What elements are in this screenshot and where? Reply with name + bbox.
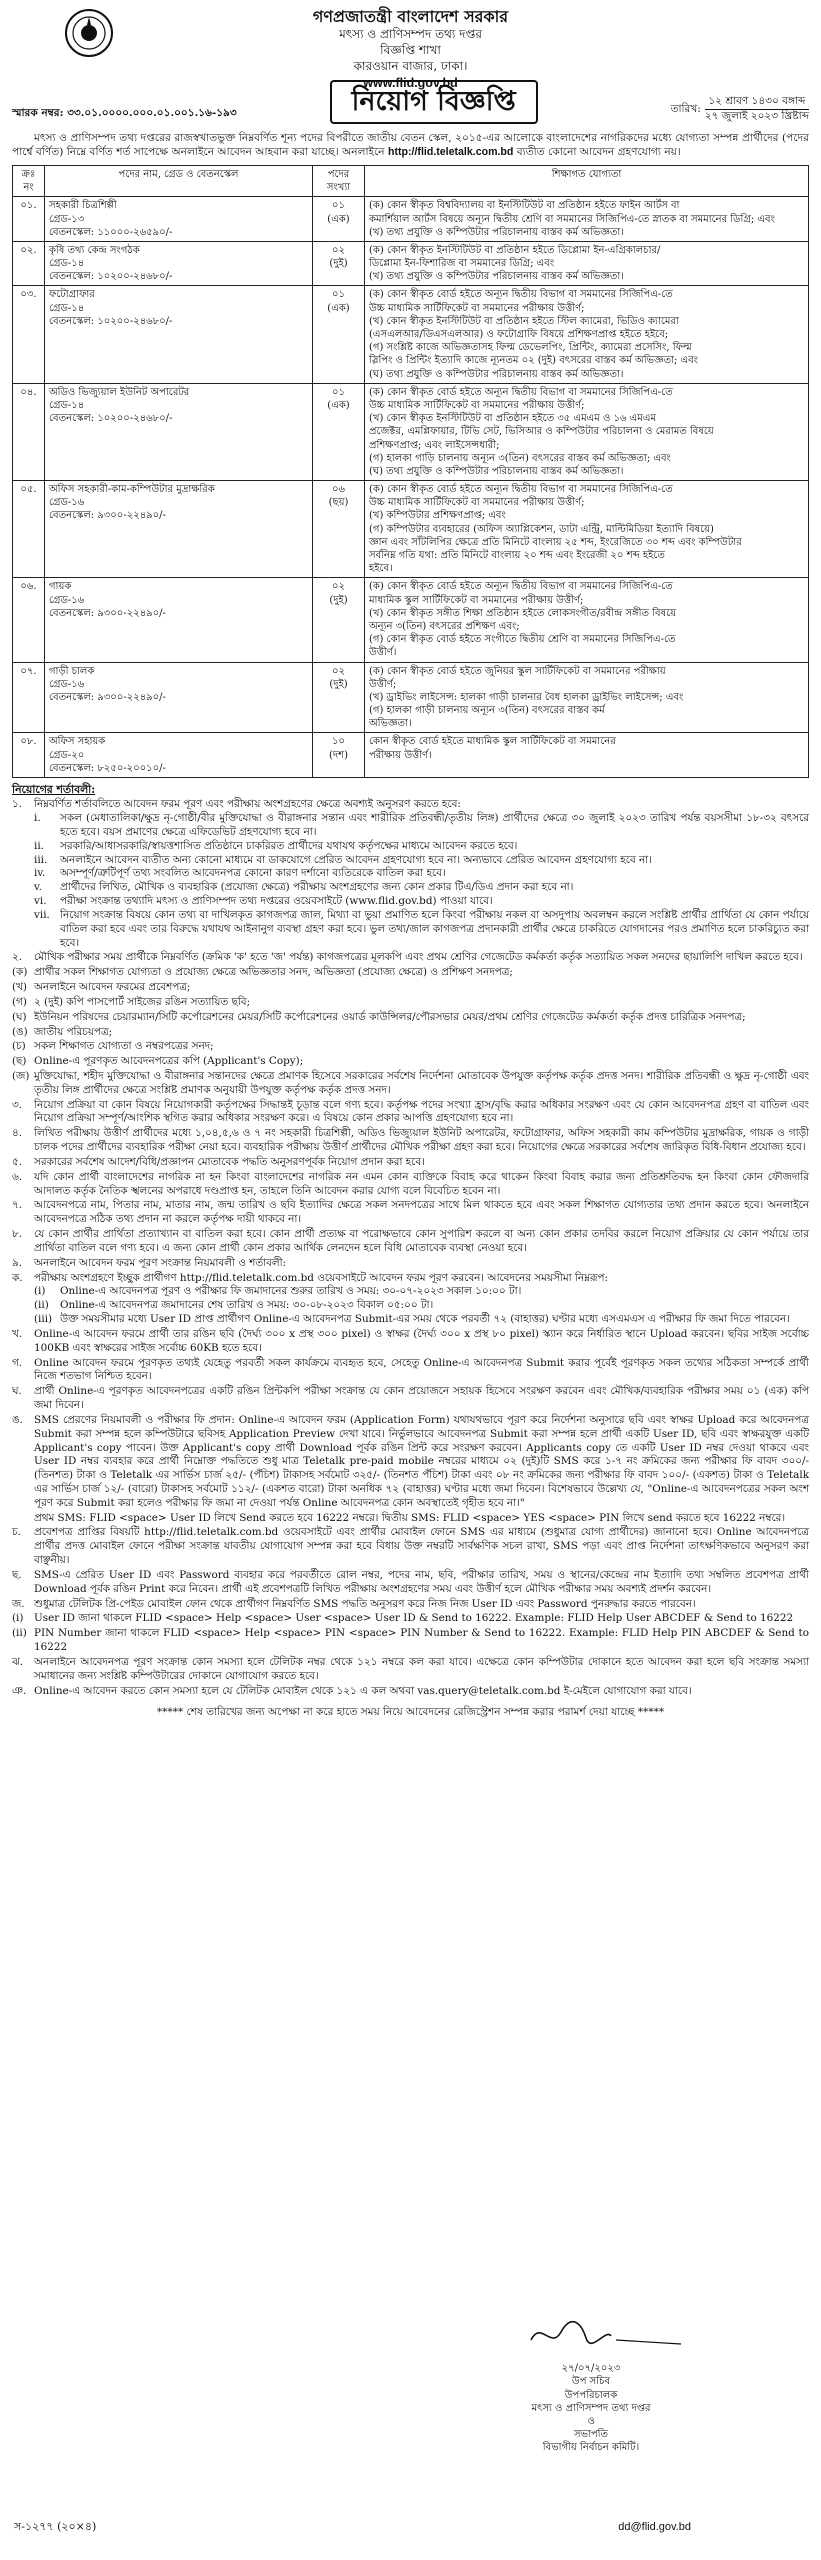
rule-item [34,881,809,895]
date-english: ২৭ জুলাই ২০২৩ খ্রিষ্টাব্দ [704,110,809,123]
rule-item [12,1055,809,1069]
row-post [45,383,313,480]
address: কারওয়ান বাজার, ঢাকা। [353,58,468,73]
closing-note: ***** শেষ তারিখের জন্য অপেক্ষা না করে হাতে সময় নিয়ে আবেদনের রেজিস্ট্রেশন সম্পন্ন করার পরামর্শ দেয়া যাচ্ছে ***** [156,1706,665,1719]
intro-text: মৎস্য ও প্রাণিসম্পদ তথ্য দপ্তরের রাজস্বখাতভুক্ত নিম্নবর্ণিত শূন্য পদের বিপরীতে জাতীয় বেতন স্কেল, ২০১৫-এর আলোকে বাংলাদেশের নাগরিকদের মধ্যে যোগ্যতা সম্পন্ন প্রার্থীদের (পদের পার্শ্বে বর্ণিত) নিম্নে বর্ণিত শর্ত সাপেক্ষে অনলাইনে আবেদন আহবান করা যাচ্ছে। অনলাইনে [12,132,809,158]
rule-item [12,966,809,980]
post-line: বেতনস্কেল: ১১০০০-২৬৫৯০/- [49,226,173,238]
rule-item [34,1285,809,1299]
qualification-line: (খ) কোন স্বীকৃত ইনস্টিটিউট বা প্রতিষ্ঠান হইতে স্টিল ক্যামেরা, ভিডিও ক্যামেরা [369,315,679,327]
signatory-committee: বিভাগীয় নির্বাচন কমিটি। [542,2442,640,2454]
rule-text: অনলাইনে আবেদন ব্যতীত অন্য কোনো মাধ্যমে বা ডাকযোগে প্রেরিত আবেদন গ্রহণযোগ্য হবে না। অন্যভাবে প্রেরিত আবেদন গ্রহণযোগ্য হবে না। [60,853,652,866]
rule-number: ১. [12,798,23,811]
rule-text: Online-এ আবেদন ফরমে প্রার্থী তার রঙিন ছবি (দৈর্ঘ্য ৩০০ x প্রস্থ ৩০০ pixel) ও স্বাক্ষর (দৈর্ঘ্য ৩০০ x প্রস্থ ৮০ pixel) স্ক্যান করে নির্ধারিত স্থানে Upload করবেন। ছবির সাইজ সর্বোচ্চ 100KB এবং স্বাক্ষরের সাইজ সর্বোচ্চ 60KB হতে হবে। [34,1327,809,1354]
table-row [13,241,809,286]
table-row [13,481,809,578]
post-line: গ্রেড-১৪ [49,399,85,411]
post-line: গ্রেড-১৪ [49,258,85,270]
rule-text: জাতীয় পরিচয়পত্র; [34,1025,113,1038]
rules-heading: নিয়োগের শর্তাবলী: [12,783,96,796]
rule-text: SMS প্রেরণের নিয়মাবলী ও পরীক্ষার ফি প্রদান: Online-এ আবেদন ফরম (Application Form) যথাযথভাবে পূরণ করে নির্দেশনা অনুসারে ছবি এবং স্বাক্ষর Upload করে আবেদনপত্র Submit করা সম্পন্ন হলে কম্পিউটারে ছবিসহ Application Preview দেখা যাবে। নির্ভুলভাবে আবেদনপত্র Submit করা সম্পন্ন হলে প্রার্থী একটি User ID, ছবি এবং স্বাক্ষরযুক্ত একটি Applicant's copy পাবেন। উক্ত Applicant's copy প্রার্থী Download পূর্বক রঙিন প্রিন্ট করে সংরক্ষণ করবেন। Applicants copy তে একটি User ID নম্বর দেওয়া থাকবে এবং User ID নম্বর ব্যবহার করে প্রার্থী নিম্নোক্ত পদ্ধতিতে শুধু মাত্র Teletalk pre-paid mobile নম্বরের মাধ্যমে ০২ (দুই)টি SMS করে ১-৭ নং ক্রমিকের জন্য পরীক্ষার ফি বাবদ ৩০০/- (তিনশত) টাকা ও Teletalk এর সার্ভিস চার্জ ২৫/- (পঁচিশ) টাকাসহ সর্বমোট ৩২৫/- (তিনশত পঁচিশ) টাকা এবং ০৮ নং ক্রমিকের জন্য পরীক্ষার ফি বাবদ ১০০/- (একশত) টাকা ও Teletalk এর সার্ভিস চার্জ ১২/- (বারো) টাকাসহ সর্বমোট ১১২/- (একশত বারো) টাকা অনধিক ৭২ (বাহাত্তর) ঘণ্টার মধ্যে জমা দিবেন। বিশেষভাবে উল্লেখ্য যে, "Online-এ আবেদনপত্রের সকল অংশ পূরণ করে Submit করা হলেও পরীক্ষার ফি জমা না দেওয়া পর্যন্ত Online আবেদনপত্র কোন অবস্থাতেই গৃহীত হবে না।" [34,1413,809,1509]
website[interactable]: www.flid.gov.bd [363,75,458,90]
rule-number: v. [34,881,42,894]
rule-item [34,909,809,950]
section-name: বিজ্ঞপ্তি শাখা [380,42,441,57]
rule-number: ৮. [12,1228,23,1241]
table-header-row [13,165,809,196]
rule-number: vi. [34,895,47,908]
rule-item [12,1156,809,1170]
row-qualification [365,733,809,778]
col-header-serial: ক্রঃ নং [13,165,45,196]
count-line: (দশ) [329,749,348,761]
row-count [313,578,365,662]
post-line: অফিস সহায়ক [49,736,106,748]
rule-item [12,1026,809,1040]
signature-date: ২৭/০৭/২০২৩ [561,2363,621,2375]
memo-number: স্মারক নম্বর: ৩৩.০১.০০০০.০০০.০১.০০১.১৬-১৯৩ [12,107,237,120]
signatory-title-2: উপপরিচালক [564,2389,618,2401]
rule-text: সকল শিক্ষাগত যোগ্যতা ও নম্বরপত্রের সনদ; [34,1040,214,1053]
rule-text: উক্ত সময়সীমার মধ্যে User ID প্রাপ্ত প্রার্থীগণ Online-এ আবেদনপত্র Submit-এর সময় থেকে পরবর্তী ৭২ (বাহাত্তর) ঘণ্টার মধ্যে এসএমএস এ পরীক্ষার ফি জমা দিতে পারবেন। [60,1313,790,1326]
table-row [13,197,809,242]
signature-block [481,2310,701,2455]
rule-item [12,1011,809,1025]
row-post [45,578,313,662]
qualification-line: প্রশিক্ষণপ্রাপ্ত; এবং লাইসেন্সধারী; [369,439,500,451]
row-serial: ০৪. [13,383,45,480]
rule-text: Online আবেদন ফরমে পূরণকৃত তথ্যই যেহেতু পরবর্তী সকল কার্যক্রমে ব্যবহৃত হবে, সেহেতু Online-এ আবেদনপত্র Submit করার পূর্বেই পূরণকৃত সকল তথ্যের সঠিকতা সম্পর্কে প্রার্থী নিজে শতভাগ নিশ্চিত হবেন। [34,1356,809,1383]
post-line: সহকারী চিত্রশিল্পী [49,200,117,212]
post-line: গায়ক [49,581,72,593]
row-serial: ০৮. [13,733,45,778]
table-row [13,578,809,662]
rule-number: ঝ. [12,1655,24,1668]
row-count [313,733,365,778]
rule-number: ৯. [12,1256,23,1269]
rule-item [12,1526,809,1567]
post-line: গ্রেড-২০ [49,749,85,761]
rule-text: প্রার্থী Online-এ পূরণকৃত আবেদনপত্রের একটি রঙিন প্রিন্টকপি পরীক্ষা সংক্রান্ত যে কোন প্রয়োজনে সহায়ক হিসেবে সংরক্ষণ করবেন এবং মৌখিক/ব্যবহারিক পরীক্ষার সময় ০১ (এক) কপি জমা দিবেন। [34,1385,809,1412]
rule-number: (চ) [12,1040,26,1053]
rule-number: জ. [12,1597,25,1610]
rule-text: পরীক্ষায় অংশগ্রহণে ইচ্ছুক প্রার্থীগণ http://flid.teletalk.com.bd ওয়েবসাইটে আবেদন ফরম পূরণ করবেন। আবেদনের সময়সীমা নিম্নরূপ: [34,1271,608,1284]
rule-item [12,996,809,1010]
row-qualification [365,241,809,286]
qualification-line: (খ) ড্রাইভিং লাইসেন্স: হালকা গাড়ী চালনার বৈধ হালকা ড্রাইভিং লাইসেন্স; এবং [369,691,684,703]
rule-number: (i) [12,1612,24,1625]
qualification-line: স্লিপিং ও প্রিন্টিং ইত্যাদি কাজে ন্যূনতম ০২ (দুই) বৎসরের বাস্তব কর্ম অভিজ্ঞতা; এবং [369,355,699,367]
row-serial: ০২. [13,241,45,286]
qualification-line: (গ) সংশ্লিষ্ট কাজে অভিজ্ঞতাসহ ফিল্ম ডেভেলপিং, প্রিন্টিং, ক্যামেরা প্রসেসিং, ফিল্ম [369,342,692,354]
row-qualification [365,197,809,242]
count-line: (এক) [327,302,350,314]
post-line: বেতনস্কেল: ১০২০০-২৪৬৮০/- [49,271,173,283]
post-line: বেতনস্কেল: ১০২০০-২৪৬৮০/- [49,413,173,425]
rule-text: মৌখিক পরীক্ষার সময় প্রার্থীকে নিম্নবর্ণিত (ক্রমিক 'ক' হতে 'জ' পর্যন্ত) কাগজপত্রের মূলকপি এবং প্রথম শ্রেণির গেজেটেড কর্মকর্তা কর্তৃক সত্যায়িত সকল সনদের ছায়ালিপি দাখিল করতে হবে। [34,951,803,964]
post-line: বেতনস্কেল: ৯৩০০-২২৪৯০/- [49,510,166,522]
count-line: (দুই) [329,594,348,606]
qualification-line: উচ্চ মাধ্যমিক সার্টিফিকেট বা সমমানের পরীক্ষায় উত্তীর্ণ; [369,497,585,509]
qualification-line: (খ) তথ্য প্রযুক্তি ও কম্পিউটার পরিচালনায় বাস্তব কর্ম অভিজ্ঞতা। [369,226,624,238]
qualification-line: উত্তীর্ণ। [369,647,397,659]
rule-item [12,1385,809,1413]
row-qualification [365,662,809,733]
count-line: (দুই) [329,678,348,690]
row-serial: ০৩. [13,286,45,383]
row-serial: ০৫. [13,481,45,578]
count-line: ০১ [332,386,345,398]
rule-text: অসম্পূর্ণ/ত্রুটিপূর্ণ তথ্য সংবলিত আবেদনপত্র কোনো কারণ দর্শানো ব্যতিরেকে বাতিল করা হবে। [60,867,446,880]
qualification-line: (গ) হালকা গাড়ি চালনায় অন্যূন ৩(তিন) বৎসরের বাস্তব কর্ম অভিজ্ঞতা; এবং [369,452,671,464]
post-line: অডিও ভিজ্যুয়াল ইউনিট অপারেটর [49,386,190,398]
rule-text: প্রার্থীর সকল শিক্ষাগত যোগ্যতা ও প্রযোজ্য ক্ষেত্রে অভিজ্ঞতার সনদ, অভিজ্ঞতা (প্রযোজ্য ক্ষেত্রে) ও প্রশিক্ষণ সনদপত্র; [34,966,513,979]
qualification-line: উচ্চ মাধ্যমিক সার্টিফিকেট বা সমমানের পরীক্ষায় উত্তীর্ণ; [369,302,585,314]
table-row [13,383,809,480]
rule-item [12,1612,809,1626]
count-line: ০৬ [331,484,345,496]
row-count [313,481,365,578]
rule-number: (i) [34,1285,46,1298]
post-line: গ্রেড-১৬ [49,497,85,509]
row-count [313,197,365,242]
qualification-line: মাধ্যমিক স্কুল সার্টিফিকেট বা সমমানের পরীক্ষায় উত্তীর্ণ; [369,594,584,606]
rule-text: শুধুমাত্র টেলিটক প্রি-পেইড মোবাইল ফোন থেকে প্রার্থীগণ নিম্নবর্ণিত SMS পদ্ধতি অনুসরণ করে নিজ নিজ User ID এবং Password পুনরুদ্ধার করতে পারবেন। [34,1597,696,1610]
count-line: (এক) [327,213,350,225]
qualification-line: (গ) হালকা গাড়ী চালনায় অন্যূন ৩(তিন) বৎসরের বাস্তব কর্ম [369,705,605,717]
rule-text: অনলাইনে আবেদনপত্র পূরণ সংক্রান্ত কোন সমস্যা হলে টেলিটক নম্বর থেকে ১২১ নম্বরে কল করা যাবে। এক্ষেত্রে কোন কম্পিউটার দোকানে হতে আবেদন করা হলে ছবি সংক্রান্ত সমস্যা সমাধানের জন্য সংশ্লিষ্ট কম্পিউটারের দোকানে যোগাযোগ করতে হবে। [34,1655,809,1682]
rule-item [34,840,809,854]
qualification-line: (ক) কোন স্বীকৃত বোর্ড হইতে অন্যূন দ্বিতীয় বিভাগ বা সমমানের সিজিপিএ-তে [369,484,673,496]
rule-item [12,1070,809,1098]
qualification-line: (ক) কোন স্বীকৃত বোর্ড হইতে অন্যূন দ্বিতীয় বিভাগ বা সমমানের সিজিপিএ-তে [369,581,673,593]
header [12,6,809,90]
rule-number: vii. [34,908,50,921]
qualification-line: (খ) কোন স্বীকৃত সঙ্গীত শিক্ষা প্রতিষ্ঠান হইতে লোকসংগীত/রবীন্দ্র সঙ্গীত বিষয়ে [369,607,676,619]
rules-list [12,798,809,1698]
rule-text: সরকারি/আধাসরকারি/স্বায়ত্তশাসিত প্রতিষ্ঠানে চাকরিরত প্রার্থীদের যথাযথ কর্তৃপক্ষের মাধ্যমে আবেদন করতে হবে। [60,839,518,852]
date-label: তারিখ: [670,102,701,115]
qualification-line: অভিজ্ঞতা। [369,718,412,730]
rule-number: ii. [34,839,44,852]
rule-item [12,1569,809,1597]
rule-number: i. [34,812,41,825]
rule-text: নিয়োগ প্রক্রিয়া বা কোন বিষয়ে নিয়োগকারী কর্তৃপক্ষের সিদ্ধান্তই চূড়ান্ত বলে গণ্য হবে। কর্তৃপক্ষ পদের সংখ্যা হ্রাস/বৃদ্ধি করার অধিকার সংরক্ষণ এবং যে কোন আবেদনপত্র গ্রহণ বা বাতিল এবং নিয়োগ প্রক্রিয়া সম্পূর্ণ/আংশিক স্থগিত করার অধিকার সংরক্ষণ করে। এ বিষয়ে কোন প্রকার আপত্তি গ্রহণযোগ্য হবে না। [34,1098,809,1125]
row-count [313,241,365,286]
qualification-line: ডিপ্লোমা ইন-ফিশারিজ বা সমমানের ডিগ্রি; এবং [369,258,555,270]
post-line: বেতনস্কেল: ১০২০০-২৪৬৮০/- [49,315,173,327]
rule-number: ৬. [12,1170,23,1183]
rule-text: নিম্নবর্ণিত শর্তাবলিতে আবেদন ফরম পূরণ এবং পরীক্ষায় অংশগ্রহণের ক্ষেত্রে অবশ্যই অনুসরণ করতে হবে: [34,798,461,811]
row-post [45,733,313,778]
count-line: (এক) [327,399,350,411]
col-header-count: পদের সংখ্যা [313,165,365,196]
qualification-line: (খ) কোন স্বীকৃত ইনস্টিটিউট বা প্রতিষ্ঠান হইতে ৩৫ এমএম ও ১৬ এমএম [369,413,656,425]
qualification-line: কমার্শিয়াল আর্টস বিষয়ে অন্যূন দ্বিতীয় শ্রেণি বা সমমানের সিজিপিএ-তে স্নাতক বা সমমানের ডিগ্রি; এবং [369,213,775,225]
rule-text: মুক্তিযোদ্ধা, শহীদ মুক্তিযোদ্ধা ও বীরাঙ্গনার সন্তানদের ক্ষেত্রে প্রমাণক হিসেবে সরকারের সর্বশেষ নির্দেশনা মোতাবেক উপযুক্ত কর্তৃপক্ষ কর্তৃক প্রদত্ত সনদ। শারীরিক প্রতিবন্ধী ও ক্ষুদ্র নৃ-গোষ্ঠী এবং তৃতীয় লিঙ্গ প্রার্থীদের ক্ষেত্রে সংশ্লিষ্ট প্রমাণক অনুযায়ী উপযুক্ত কর্তৃপক্ষ কর্তৃক প্রদত্ত সনদ। [34,1069,809,1096]
rule-text: Online-এ আবেদনপত্র জমাদানের শেষ তারিখ ও সময়: ৩০-০৮-২০২৩ বিকাল ০৫:০০ টা। [60,1299,434,1312]
rule-item [12,1099,809,1127]
post-line: গ্রেড-১৬ [49,594,85,606]
qualification-line: প্রজেক্টর, এমপ্লিফায়ার, টিভি সেট, ভিসিআর ও কম্পিউটার পরিচালনা ও মেরামত বিষয়ে [369,426,714,438]
rule-text: Online-এ আবেদন করতে কোন সমস্যা হলে যে টেলিটক মোবাইল থেকে ১২১ এ কল অথবা vas.query@teletalk.com.bd ই-মেইলে যোগাযোগ করা যাবে। [34,1684,692,1697]
rule-text: Online-এ পূরণকৃত আবেদনপত্রের কপি (Applicant's Copy); [34,1055,304,1068]
rule-number: (জ) [12,1069,30,1082]
rule-number: iii. [34,853,48,866]
signatory-conj: ও [587,2415,595,2427]
count-line: ০১ [332,289,345,301]
rule-number: ঞ. [12,1684,27,1697]
qualification-line: উত্তীর্ণ; [369,678,397,690]
rule-item [12,951,809,965]
count-line: (দুই) [329,258,348,270]
rule-text: পরীক্ষা সংক্রান্ত তথ্যাদি মৎস্য ও প্রাণিসম্পদ তথ্য দপ্তরের ওয়েবসাইটে (www.flid.gov.bd) পাওয়া যাবে। [60,895,493,908]
government-seal-logo [64,8,114,58]
row-count [313,286,365,383]
qualification-line: (খ) কম্পিউটার প্রশিক্ষণপ্রাপ্ত; এবং [369,510,506,522]
qualification-line: (ক) কোন স্বীকৃত বোর্ড হইতে অন্যূন দ্বিতীয় বিভাগ বা সমমানের সিজিপিএ-তে [369,289,673,301]
count-line: ১০ [332,736,345,748]
count-line: ০২ [331,665,345,677]
post-line: গ্রেড-১৪ [49,302,85,314]
row-qualification [365,286,809,383]
qualification-line: (ক) কোন স্বীকৃত বোর্ড হইতে জুনিয়র স্কুল সার্টিফিকেট বা সমমানের পরীক্ষায় [369,665,666,677]
rule-item [34,854,809,868]
rule-number: (ii) [12,1627,27,1640]
rule-number: ক. [12,1271,23,1284]
rule-text: যদি কোন প্রার্থী বাংলাদেশের নাগরিক না হন কিংবা বাংলাদেশের নাগরিক নন এমন কোন ব্যক্তিকে বিবাহ করে থাকেন কিংবা বিবাহ করার জন্য প্রতিশ্রুতিবদ্ধ হন কিংবা কোন ফৌজদারি আদালত কর্তৃক নৈতিক স্খলনের অপরাধে দণ্ডপ্রাপ্ত হন, তাহলে তিনি আবেদন করার যোগ্য বলে বিবেচিত হবেন না। [34,1170,809,1197]
rule-item [34,895,809,909]
row-post [45,241,313,286]
rule-item [12,1272,809,1286]
rule-text: প্রবেশপত্র প্রাপ্তির বিষয়টি http://flid.teletalk.com.bd ওয়েবসাইটে এবং প্রার্থীর মোবাইল ফোনে SMS এর মাধ্যমে (শুধুমাত্র যোগ্য প্রার্থীদের) জানানো হবে। Online আবেদনপত্রে প্রার্থীর প্রদত্ত মোবাইল ফোনে পরীক্ষা সংক্রান্ত যাবতীয় যোগাযোগ সম্পন্ন করা হবে বিধায় উক্ত নম্বরটি সার্বক্ষণিক সচল রাখা, SMS পড়া এবং প্রাপ্ত নির্দেশনা তাৎক্ষণিকভাবে অনুসরণ করা বাঞ্ছনীয়। [34,1526,809,1567]
rule-item [12,1257,809,1271]
post-line: অফিস সহকারী-কাম-কম্পিউটার মুদ্রাক্ষরিক [49,484,215,496]
signatory-title-1: উপ সচিব [571,2376,611,2388]
rule-number: গ. [12,1356,23,1369]
footer-code: স-১২৭৭ (২০×৪) [14,2520,97,2533]
post-line: গ্রেড-১৬ [49,678,85,690]
rule-number: (iii) [34,1313,53,1326]
date-bangla: ১২ শ্রাবণ ১৪৩০ বঙ্গাব্দ [705,95,809,110]
row-serial: ০৭. [13,662,45,733]
rule-item [12,798,809,812]
rule-number: (ঘ) [12,1010,27,1023]
posts-table [12,165,809,778]
rule-number: ৭. [12,1199,23,1212]
row-post [45,197,313,242]
rule-text: User ID জানা থাকলে FLID <space> Help <space> User <space> User ID & Send to 16222. Example: FLID Help User ABCDEF & Send to 16222 [34,1612,794,1625]
qualification-line: (ক) কোন স্বীকৃত ইনস্টিটিউট বা প্রতিষ্ঠান হইতে ডিপ্লোমা ইন-এগ্রিকালচার/ [369,244,661,256]
qualification-line: পরীক্ষায় উত্তীর্ণ। [369,749,432,761]
rule-text: SMS-এ প্রেরিত User ID এবং Password ব্যবহার করে পরবর্তীতে রোল নম্বর, পদের নাম, ছবি, পরীক্ষার তারিখ, সময় ও স্থানের/কেন্দ্রের নাম ইত্যাদি তথ্য সম্বলিত প্রবেশপত্র প্রার্থী Download পূর্বক রঙিন Print করে নিবেন। প্রার্থী এই প্রবেশপত্রটি লিখিত পরীক্ষায় অংশগ্রহণের সময় এবং উত্তীর্ণ হলে মৌখিক পরীক্ষার সময় অবশ্যই প্রদর্শন করবেন। [34,1568,809,1595]
rule-item [12,1228,809,1256]
rule-text: আবেদনপত্রে নাম, পিতার নাম, মাতার নাম, জন্ম তারিখ ও ছবি ইত্যাদির ক্ষেত্রে সকল সনদপত্রের সাথে মিল থাকতে হবে এবং সকল শিক্ষাগত যোগ্যতার তথ্য প্রদান করতে হবে। অনলাইনে আবেদনপত্রে সঠিক তথ্য প্রদান না করলে কর্তৃপক্ষ দায়ী থাকবে না। [34,1199,809,1226]
rule-number: (ঙ) [12,1025,28,1038]
page-title: নিয়োগ বিজ্ঞপ্তি [330,80,538,124]
row-qualification [365,578,809,662]
department-name: মৎস্য ও প্রাণিসম্পদ তথ্য দপ্তর [339,27,482,42]
rule-item [34,1313,809,1327]
rule-text: ২ (দুই) কপি পাসপোর্ট সাইজের রঙিন সত্যায়িত ছবি; [34,995,251,1008]
footer-email[interactable]: dd@flid.gov.bd [618,2521,691,2533]
rule-number: (ii) [34,1299,49,1312]
qualification-line: হইবে। [369,563,393,575]
rule-number: ২. [12,951,23,964]
rule-text: সকল (মেধাতালিকা/ক্ষুদ্র নৃ-গোষ্ঠী/বীর মুক্তিযোদ্ধা ও বীরাঙ্গনার সন্তান এবং শারীরিক প্রতিবন্ধী/তৃতীয় লিঙ্গ) প্রার্থীদের ক্ষেত্রে ৩০ জুলাই ২০২৩ তারিখ পর্যন্ত বয়সসীমা ১৮-৩২ বৎসরে হতে হবে। বয়স প্রমাণের ক্ষেত্রে এফিডেভিট গ্রহণযোগ্য হবে না। [60,812,809,838]
col-header-qualification: শিক্ষাগত যোগ্যতা [365,165,809,196]
rule-text: সরকারের সর্বশেষ আদেশ/বিধি/প্রজ্ঞাপন মোতাবেক পদ্ধতি অনুসরণপূর্বক নিয়োগ প্রদান করা হবে। [34,1155,425,1168]
rule-text: PIN Number জানা থাকলে FLID <space> Help <space> PIN <space> PIN Number & Send to 16222. Example: FLID Help PIN ABCDEF & Send to 16222 [34,1627,809,1654]
rule-number: iv. [34,867,46,880]
post-line: বেতনস্কেল: ৯৩০০-২২৪৯০/- [49,691,166,703]
qualification-line: (গ) কোন স্বীকৃত বোর্ড হইতে সংগীতে দ্বিতীয় শ্রেণি বা সমমানের সিজিপিএ-তে [369,634,676,646]
count-line: ০২ [331,581,345,593]
rule-item [12,1357,809,1385]
post-line: বেতনস্কেল: ৮২৫০-২০০১০/- [49,762,166,774]
intro-tail: ব্যতীত কোনো আবেদন গ্রহণযোগ্য নয়। [516,145,681,158]
qualification-line: (খ) তথ্য প্রযুক্তি ও কম্পিউটার পরিচালনায় বাস্তব কর্ম অভিজ্ঞতা। [369,271,624,283]
qualification-line: (ক) কোন স্বীকৃত বিশ্ববিদ্যালয় বা ইনস্টিটিউট বা প্রতিষ্ঠান হইতে ফাইন আর্টস বা [369,200,680,212]
qualification-line: সর্বনিম্ন গতি যথা: প্রতি মিনিটে বাংলায় ২০ শব্দ এবং ইংরেজী ২০ শব্দ হইতে [369,550,665,561]
rule-text: যে কোন প্রার্থীর প্রার্থিতা প্রত্যাখ্যান বা বাতিল করা হবে। কোন প্রার্থী প্রত্যক্ষ বা পরোক্ষভাবে কোন সুপারিশ করলে বা অন্য কোন প্রকার তদবির করলে নিয়োগ প্রক্রিয়ার যে কোন পর্যায়ে তার প্রার্থিতা বাতিল বলে গণ্য হবে। এ জন্য কোন প্রার্থী কোন প্রকার আর্থিক লেনদেন হলে বিধি মোতাবেক ব্যবস্থা নেওয়া হবে। [34,1228,809,1254]
row-serial: ০৬. [13,578,45,662]
row-count [313,383,365,480]
rule-text: লিখিত পরীক্ষায় উত্তীর্ণ প্রার্থীদের মধ্যে ১,০৪,৫,৬ ও ৭ নং সহকারী চিত্রশিল্পী, অডিও ভিজ্যুয়াল ইউনিট অপারেটর, ফটোগ্রাফার, অফিস সহকারী কাম কম্পিউটার মুদ্রাক্ষরিক, গায়ক ও গাড়ী চালক পদের প্রার্থীদের ব্যবহারিক পরীক্ষা নেয়া হবে। ব্যবহারিক পরীক্ষায় উত্তীর্ণ প্রার্থীদের মৌখিক পরীক্ষা গ্রহণ করা হবে। নিয়োগের ক্ষেত্রে সরকারের সর্বশেষ জারিকৃত বিধি-বিধান প্রযোজ্য হবে। [34,1127,809,1154]
row-qualification [365,481,809,578]
qualification-line: উচ্চ মাধ্যমিক সার্টিফিকেট বা সমমানের পরীক্ষায় উত্তীর্ণ; [369,399,585,411]
row-post [45,662,313,733]
signatory-office: মৎস্য ও প্রাণিসম্পদ তথ্য দপ্তর [531,2402,651,2414]
rule-number: ৫. [12,1155,23,1168]
rule-item [12,1199,809,1227]
rule-number: (ছ) [12,1055,27,1068]
rule-text: প্রার্থীদের লিখিত, মৌখিক ও ব্যবহারিক (প্রযোজ্য ক্ষেত্রে) পরীক্ষায় অংশগ্রহণের জন্য কোন প্রকার টিএ/ডিএ প্রদান করা হবে না। [60,881,574,894]
rule-number: (খ) [12,981,27,994]
rule-text: অনলাইনে আবেদন ফরম পূরণ সংক্রান্ত নিয়মাবলী ও শর্তাবলী: [34,1256,287,1269]
count-line: ০১ [332,200,345,212]
rule-item [12,1598,809,1612]
row-post [45,481,313,578]
qualification-line: (গ) কম্পিউটার ব্যবহারের (অফিস অ্যাপ্লিকেশন, ডাটা এন্ট্রি, মাল্টিমিডিয়া ইত্যাদি বিষয়ে) [369,523,714,535]
post-line: বেতনস্কেল: ৯৩০০-২২৪৯০/- [49,607,166,619]
qualification-line: (ঘ) তথ্য প্রযুক্তি ও কম্পিউটার পরিচালনায় বাস্তব কর্ম অভিজ্ঞতা। [369,368,624,380]
count-line: ০২ [331,244,345,256]
rule-item [34,867,809,881]
rule-number: ৩. [12,1098,23,1111]
rule-item [34,812,809,840]
rule-text: ইউনিয়ন পরিষদের চেয়ারম্যান/সিটি কর্পোরেশনের মেয়র/সিটি কর্পোরেশনের ওয়ার্ড কাউন্সিলর/পৌরসভার মেয়র/প্রথম শ্রেণির গেজেটেড কর্মকর্তা কর্তৃক প্রদত্ত চারিত্রিক সনদপত্র; [34,1010,746,1023]
table-row [13,286,809,383]
row-qualification [365,383,809,480]
handwritten-signature [491,2310,691,2358]
rule-number: ঙ. [12,1413,23,1426]
count-line: (ছয়) [328,497,349,509]
col-header-post: পদের নাম, গ্রেড ও বেতনস্কেল [45,165,313,196]
intro-paragraph [12,132,809,160]
rule-item [12,1127,809,1155]
rule-number: ৪. [12,1127,23,1140]
rule-text: নিয়োগ সংক্রান্ত বিষয়ে কোন তথ্য বা দাখিলকৃত কাগজপত্র জাল, মিথ্যা বা ভুয়া প্রমাণিত হলে কিংবা পরীক্ষায় নকল বা অসদুপায় অবলম্বন করলে সংশ্লিষ্ট প্রার্থীর প্রার্থিতা যে কোন পর্যায়ে বাতিল করা হবে এবং তার বিরুদ্ধে যথাযথ আইনানুগ ব্যবস্থা গ্রহণ করা হবে। ভুল তথ্য/জাল কাগজপত্র প্রদানকারী প্রার্থীর ক্ষেত্রে চাকরিতে যোগদানের পরও প্রমাণিত হলে চাকরিচ্যুত করা হবে। [60,908,809,949]
rule-item [12,1328,809,1356]
qualification-line: (ক) কোন স্বীকৃত বোর্ড হইতে অন্যূন দ্বিতীয় বিভাগ বা সমমানের সিজিপিএ-তে [369,386,673,398]
apply-url[interactable]: http://flid.teletalk.com.bd [388,145,514,158]
rule-item [34,1299,809,1313]
rule-number: ঘ. [12,1385,22,1398]
qualification-line: (ঘ) তথ্য প্রযুক্তি ও কম্পিউটার পরিচালনায় বাস্তব কর্ম অভিজ্ঞতা। [369,465,624,477]
rule-text: প্রথম SMS: FLID <space> User ID লিখে Send করতে হবে 16222 নম্বরে। দ্বিতীয় SMS: FLID <space> YES <space> PIN লিখে send করতে হবে 16222 নম্বরে। [34,1511,786,1524]
row-serial: ০১. [13,197,45,242]
rule-item [12,1685,809,1699]
rule-item [12,1414,809,1511]
govt-name: গণপ্রজাতন্ত্রী বাংলাদেশ সরকার [312,7,509,26]
qualification-line: অন্যূন ৩(তিন) বৎসরের প্রশিক্ষণ এবং; [369,620,520,632]
rule-number [12,1512,34,1526]
row-count [313,662,365,733]
post-line: কৃষি তথ্য কেন্দ্র সংগঠক [49,244,140,256]
qualification-line: (এসএলআর/ডিএসএলআর) ও ফটোগ্রাফি বিষয়ে প্রশিক্ষণপ্রাপ্ত হইতে হইবে; [369,329,669,340]
signatory-role: সভাপতি [573,2429,609,2441]
rule-text: Online-এ আবেদনপত্র পূরণ ও পরীক্ষার ফি জমাদানের শুরুর তারিখ ও সময়: ৩০-০৭-২০২৩ সকাল ১০:০০ টা। [60,1285,522,1298]
rule-text: অনলাইনে আবেদন ফরমের প্রবেশপত্র; [34,981,191,994]
rule-number: চ. [12,1526,21,1539]
row-post [45,286,313,383]
rule-item [12,1627,809,1655]
table-row [13,662,809,733]
qualification-line: কোন স্বীকৃত বোর্ড হইতে মাধ্যমিক স্কুল সার্টিফিকেট বা সমমানের [369,736,616,748]
post-line: গ্রেড-১৩ [49,213,85,225]
rule-item [12,1040,809,1054]
rule-number: (ক) [12,966,28,979]
rule-item [12,1171,809,1199]
rule-item [12,981,809,995]
qualification-line: জ্ঞান এবং সাঁটলিপির ক্ষেত্রে প্রতি মিনিটে বাংলায় ২৫ শব্দ, ইংরেজিতে ৩০ শব্দ এবং কম্পিউটার [369,536,742,548]
table-row [13,733,809,778]
date-block [671,95,809,124]
rule-number: ছ. [12,1568,22,1581]
post-line: গাড়ী চালক [49,665,95,677]
rule-item [12,1512,809,1526]
rule-number: (গ) [12,995,27,1008]
rule-number: খ. [12,1327,23,1340]
post-line: ফটোগ্রাফার [49,289,95,301]
rule-item [12,1656,809,1684]
